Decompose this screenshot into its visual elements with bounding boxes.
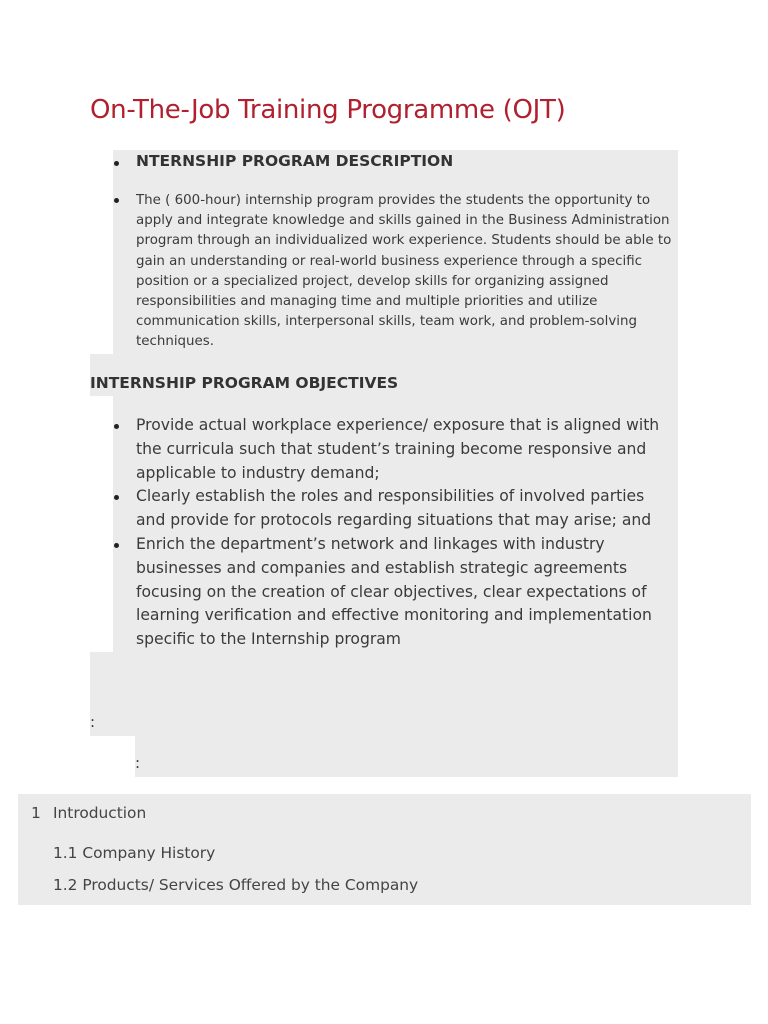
bullet-icon (114, 495, 119, 500)
toc-intro-number: 1 (31, 804, 41, 822)
objective-item: Clearly establish the roles and responsibilities of involved parties and provide for protocols regarding situations that may arise; and (136, 487, 652, 529)
toc-item-company-history: 1.1 Company History (53, 844, 216, 862)
bullet-icon (114, 543, 119, 548)
colon-mark: : (135, 754, 141, 772)
page-title: On-The-Job Training Programme (OJT) (90, 95, 566, 125)
colon-mark: : (90, 713, 96, 731)
bullet-icon (114, 198, 119, 203)
toc-intro-label: Introduction (53, 804, 147, 822)
highlight-block-bottom (135, 736, 678, 777)
bullet-icon (114, 424, 119, 429)
description-heading: NTERNSHIP PROGRAM DESCRIPTION (136, 152, 454, 170)
description-text: The ( 600-hour) internship program provides the students the opportunity to apply and integrate knowledge and skills gained in the Business Administration program through an individualized work experience. Students should be able to gain an understanding or real-world business experience through a specific position or a specialized project, develop skills for organizing assigned responsibilities and managing time and multiple priorities and utilize communication skills, interpersonal skills, team work, and problem-solving techniques. (136, 193, 672, 350)
toc-item-products-services: 1.2 Products/ Services Offered by the Company (53, 876, 419, 894)
objective-item: Provide actual workplace experience/ exposure that is aligned with the curricula such that student’s training become responsive and applicable to industry demand; (136, 416, 660, 482)
objective-item: Enrich the department’s network and linkages with industry businesses and companies and establish strategic agreements focusing on the creation of clear objectives, clear expectations of learning verification and effective monitoring and implementation specific to the Internship program (136, 535, 652, 649)
bullet-icon (114, 161, 119, 166)
highlight-block-lower (90, 652, 678, 736)
objectives-heading: INTERNSHIP PROGRAM OBJECTIVES (90, 374, 399, 392)
